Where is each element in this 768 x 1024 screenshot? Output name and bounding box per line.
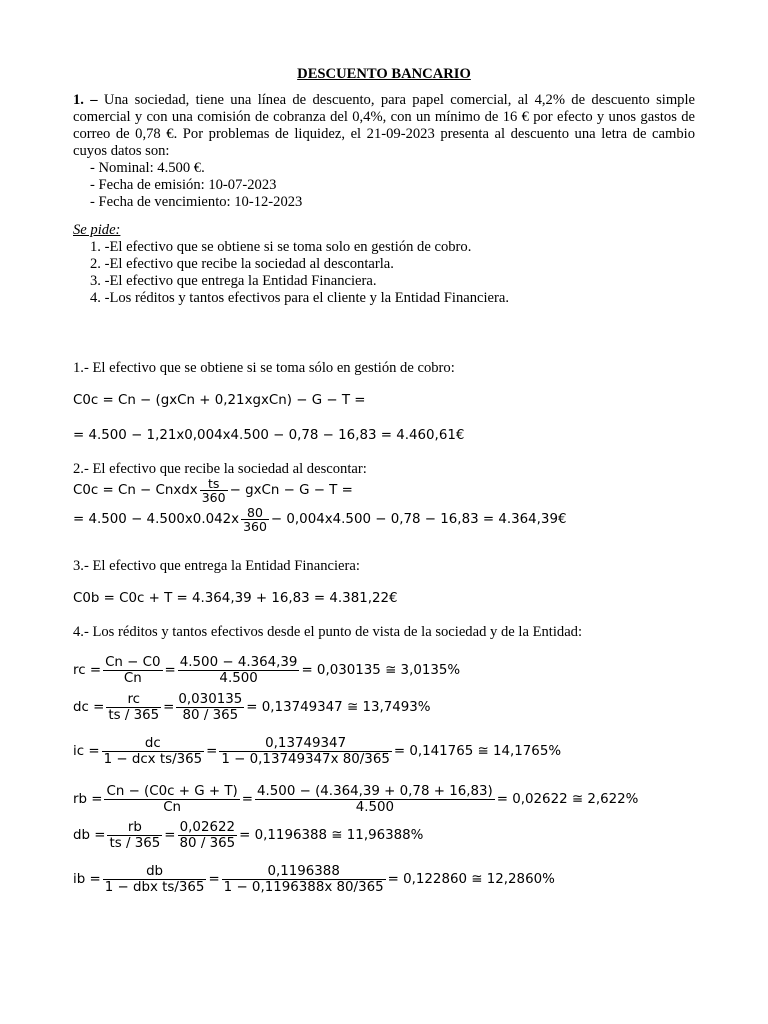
s2-formula-a: C0c = Cn − Cnxdx bbox=[73, 483, 198, 498]
ib-fraction-1 bbox=[103, 864, 207, 895]
dc-f2-num: 0,030135 bbox=[178, 692, 243, 707]
rb-lhs: rb = bbox=[73, 792, 103, 807]
rb-eq: = bbox=[241, 792, 253, 807]
rb-f2-den: 4.500 bbox=[355, 800, 395, 815]
problem-data-list bbox=[73, 160, 695, 211]
rb-f1-den: Cn bbox=[163, 800, 182, 815]
rc-f2-num: 4.500 − 4.364,39 bbox=[179, 655, 298, 670]
data-due-date: - Fecha de vencimiento: 10-12-2023 bbox=[90, 194, 303, 210]
rc-f2-den: 4.500 bbox=[219, 671, 258, 686]
ic-eq: = bbox=[206, 744, 218, 759]
s2-result bbox=[73, 506, 567, 533]
db-f1-num: rb bbox=[107, 820, 162, 836]
document-page bbox=[73, 66, 695, 307]
s2-result-a: = 4.500 − 4.500x0.042x bbox=[73, 512, 240, 527]
s2-formula-num: ts bbox=[200, 477, 228, 491]
data-nominal: - Nominal: 4.500 €. bbox=[90, 160, 205, 176]
ib-f2-num: 0,1196388 bbox=[222, 864, 386, 880]
dc-fraction-1 bbox=[106, 692, 161, 723]
dc-f1-den: ts / 365 bbox=[108, 708, 160, 723]
ic-equation bbox=[73, 736, 561, 767]
document-title: DESCUENTO BANCARIO bbox=[297, 66, 471, 82]
rc-result: = 0,030135 ≅ 3,0135% bbox=[301, 663, 461, 678]
s2-formula-den: 360 bbox=[201, 490, 226, 505]
problem-text: Una sociedad, tiene una línea de descuento, para papel comercial, al 4,2% de descuento simple comercial y con una comisión de cobranza del 0,4%, con un mínimo de 16 € por efecto y unos gastos de correo de 0,78 €. Por problemas de liquidez, el 21-09-2023 presenta al descuento una letra de cambio cuyos datos son: bbox=[73, 92, 696, 159]
rb-equation bbox=[73, 784, 638, 815]
asked-item-2: 2. -El efectivo que recibe la sociedad al descontarla. bbox=[90, 256, 394, 272]
rc-eq: = bbox=[164, 663, 176, 678]
dc-result: = 0,13749347 ≅ 13,7493% bbox=[246, 700, 431, 715]
rb-result: = 0,02622 ≅ 2,622% bbox=[496, 792, 639, 807]
s2-result-den: 360 bbox=[243, 519, 267, 534]
problem-number: 1. – bbox=[73, 92, 98, 108]
ic-f2-den: 1 − 0,13749347x 80/365 bbox=[221, 752, 390, 767]
ic-f1-den: 1 − dcx ts/365 bbox=[103, 752, 203, 767]
asked-item-1: 1. -El efectivo que se obtiene si se toma solo en gestión de cobro. bbox=[90, 239, 472, 255]
db-f2-den: 80 / 365 bbox=[179, 836, 236, 851]
s2-result-fraction bbox=[241, 506, 269, 533]
s1-heading: 1.- El efectivo que se obtiene si se toma sólo en gestión de cobro: bbox=[73, 360, 455, 376]
ib-f1-num: db bbox=[103, 864, 207, 880]
ib-f2-den: 1 − 0,1196388x 80/365 bbox=[223, 880, 384, 895]
ic-f2-num: 0,13749347 bbox=[219, 736, 391, 752]
ic-f1-num: dc bbox=[102, 736, 205, 752]
ib-eq: = bbox=[208, 872, 220, 887]
rb-fraction-2 bbox=[255, 784, 495, 815]
db-f1-den: ts / 365 bbox=[109, 836, 161, 851]
ib-f1-den: 1 − dbx ts/365 bbox=[104, 880, 205, 895]
data-issue-date: - Fecha de emisión: 10-07-2023 bbox=[90, 177, 277, 193]
rc-fraction-1 bbox=[103, 655, 162, 686]
dc-eq: = bbox=[163, 700, 175, 715]
asked-heading: Se pide: bbox=[73, 222, 121, 238]
db-fraction-1 bbox=[107, 820, 162, 851]
problem-statement bbox=[73, 92, 695, 160]
s2-formula bbox=[73, 477, 353, 504]
s2-heading: 2.- El efectivo que recibe la sociedad al descontar: bbox=[73, 461, 367, 477]
s4-heading: 4.- Los réditos y tantos efectivos desde el punto de vista de la sociedad y de la Entidad: bbox=[73, 624, 583, 640]
ic-lhs: ic = bbox=[73, 744, 100, 759]
s1-result: = 4.500 − 1,21x0,004x4.500 − 0,78 − 16,83 = 4.460,61€ bbox=[73, 428, 465, 443]
db-f2-num: 0,02622 bbox=[178, 820, 238, 836]
asked-item-4: 4. -Los réditos y tantos efectivos para el cliente y la Entidad Financiera. bbox=[90, 290, 510, 306]
ic-fraction-2 bbox=[219, 736, 391, 767]
dc-equation bbox=[73, 692, 431, 723]
dc-f1-num: rc bbox=[106, 692, 161, 708]
ic-result: = 0,141765 ≅ 14,1765% bbox=[393, 744, 562, 759]
rc-f1-num: Cn − C0 bbox=[105, 655, 161, 670]
rb-f1-num: Cn − (C0c + G + T) bbox=[106, 784, 238, 799]
ib-lhs: ib = bbox=[73, 872, 101, 887]
db-result: = 0,1196388 ≅ 11,96388% bbox=[239, 828, 424, 843]
s2-formula-fraction bbox=[200, 477, 228, 504]
db-equation bbox=[73, 820, 423, 851]
db-lhs: db = bbox=[73, 828, 106, 843]
ib-equation bbox=[73, 864, 555, 895]
rb-f2-num: 4.500 − (4.364,39 + 0,78 + 16,83) bbox=[257, 784, 493, 799]
s2-result-num: 80 bbox=[241, 506, 269, 520]
dc-f2-den: 80 / 365 bbox=[182, 708, 239, 723]
s2-formula-b: − gxCn − G − T = bbox=[229, 483, 353, 498]
rb-fraction-1 bbox=[104, 784, 239, 815]
rc-fraction-2 bbox=[178, 655, 300, 686]
db-eq: = bbox=[164, 828, 176, 843]
asked-item-3: 3. -El efectivo que entrega la Entidad Financiera. bbox=[90, 273, 377, 289]
s1-formula: C0c = Cn − (gxCn + 0,21xgxCn) − G − T = bbox=[73, 393, 366, 408]
ib-result: = 0,122860 ≅ 12,2860% bbox=[387, 872, 555, 887]
rc-lhs: rc = bbox=[73, 663, 102, 678]
s3-formula: C0b = C0c + T = 4.364,39 + 16,83 = 4.381,22€ bbox=[73, 591, 398, 606]
db-fraction-2 bbox=[178, 820, 238, 851]
ic-fraction-1 bbox=[102, 736, 205, 767]
s2-result-b: − 0,004x4.500 − 0,78 − 16,83 = 4.364,39€ bbox=[270, 512, 567, 527]
dc-lhs: dc = bbox=[73, 700, 105, 715]
rc-equation bbox=[73, 655, 460, 686]
ib-fraction-2 bbox=[222, 864, 386, 895]
rc-f1-den: Cn bbox=[123, 671, 142, 686]
s3-heading: 3.- El efectivo que entrega la Entidad Financiera: bbox=[73, 558, 360, 574]
asked-section bbox=[73, 222, 695, 307]
dc-fraction-2 bbox=[176, 692, 244, 723]
